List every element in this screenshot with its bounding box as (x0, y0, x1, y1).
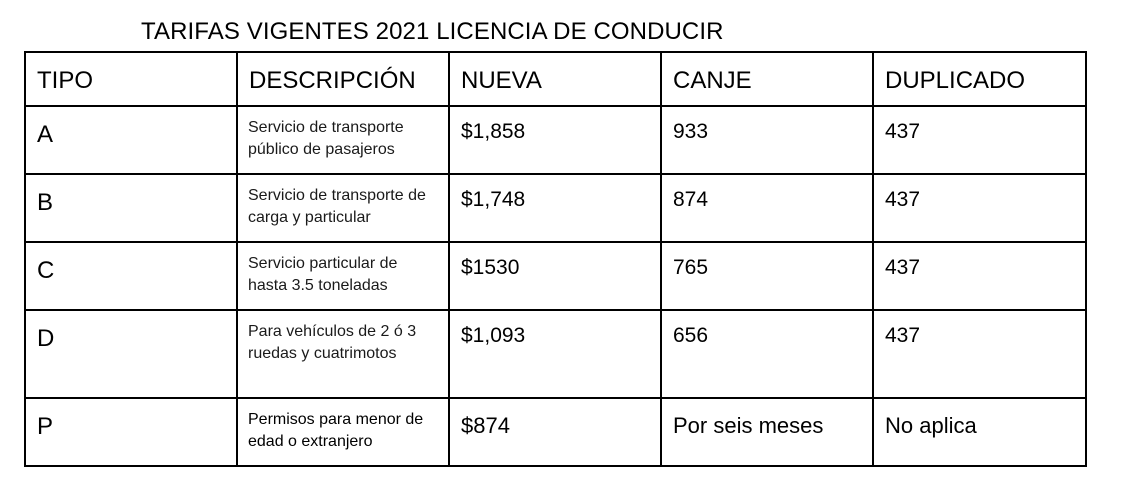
nueva-value: $1530 (461, 256, 520, 279)
header-descripcion-label: DESCRIPCIÓN (249, 67, 416, 94)
cell-duplicado (873, 106, 1086, 174)
table-row (25, 106, 1086, 174)
cell-canje (661, 106, 873, 174)
table-row (25, 174, 1086, 242)
tipo-value: B (37, 189, 54, 216)
cell-canje (661, 310, 873, 398)
tipo-value: C (37, 257, 55, 284)
cell-nueva (449, 242, 661, 310)
header-descripcion (237, 52, 449, 106)
cell-duplicado (873, 242, 1086, 310)
cell-duplicado (873, 174, 1086, 242)
descripcion-value: Servicio particular de hasta 3.5 toneladas (248, 255, 398, 294)
header-canje-label: CANJE (673, 67, 752, 94)
nueva-value: $1,858 (461, 120, 526, 143)
cell-canje (661, 398, 873, 466)
canje-value: 765 (673, 256, 709, 279)
tariff-table (24, 51, 1087, 467)
cell-nueva (449, 174, 661, 242)
table-header-row (25, 52, 1086, 106)
nueva-value: $874 (461, 413, 510, 438)
duplicado-value: 437 (885, 188, 921, 211)
duplicado-value: 437 (885, 324, 921, 347)
table-row (25, 310, 1086, 398)
cell-nueva (449, 398, 661, 466)
header-canje (661, 52, 873, 106)
tipo-value: D (37, 325, 55, 352)
table-row (25, 242, 1086, 310)
cell-duplicado (873, 398, 1086, 466)
page-title: TARIFAS VIGENTES 2021 LICENCIA DE CONDUCIR (141, 18, 724, 45)
canje-value: 656 (673, 324, 709, 347)
duplicado-value: 437 (885, 256, 921, 279)
cell-duplicado (873, 310, 1086, 398)
header-tipo (25, 52, 237, 106)
nueva-value: $1,093 (461, 324, 526, 347)
canje-value: 874 (673, 188, 709, 211)
cell-nueva (449, 310, 661, 398)
header-tipo-label: TIPO (37, 67, 94, 94)
header-nueva (449, 52, 661, 106)
cell-tipo (25, 174, 237, 242)
tipo-value: A (37, 121, 54, 148)
descripcion-value: Servicio de transporte de carga y particular (248, 187, 426, 226)
cell-descripcion (237, 398, 449, 466)
duplicado-value: No aplica (885, 413, 977, 438)
cell-tipo (25, 310, 237, 398)
cell-nueva (449, 106, 661, 174)
descripcion-value: Para vehículos de 2 ó 3 ruedas y cuatrimotos (248, 323, 417, 362)
cell-descripcion (237, 310, 449, 398)
cell-descripcion (237, 106, 449, 174)
canje-value: 933 (673, 120, 709, 143)
header-duplicado (873, 52, 1086, 106)
cell-tipo (25, 242, 237, 310)
canje-value: Por seis meses (673, 413, 824, 438)
cell-canje (661, 174, 873, 242)
header-duplicado-label: DUPLICADO (885, 67, 1026, 94)
cell-descripcion (237, 174, 449, 242)
cell-canje (661, 242, 873, 310)
header-nueva-label: NUEVA (461, 67, 542, 94)
table-row (25, 398, 1086, 466)
cell-descripcion (237, 242, 449, 310)
descripcion-value: Servicio de transporte público de pasajeros (248, 119, 404, 158)
tipo-value: P (37, 413, 54, 440)
duplicado-value: 437 (885, 120, 921, 143)
descripcion-value: Permisos para menor de edad o extranjero (248, 411, 424, 450)
cell-tipo (25, 398, 237, 466)
nueva-value: $1,748 (461, 188, 526, 211)
cell-tipo (25, 106, 237, 174)
